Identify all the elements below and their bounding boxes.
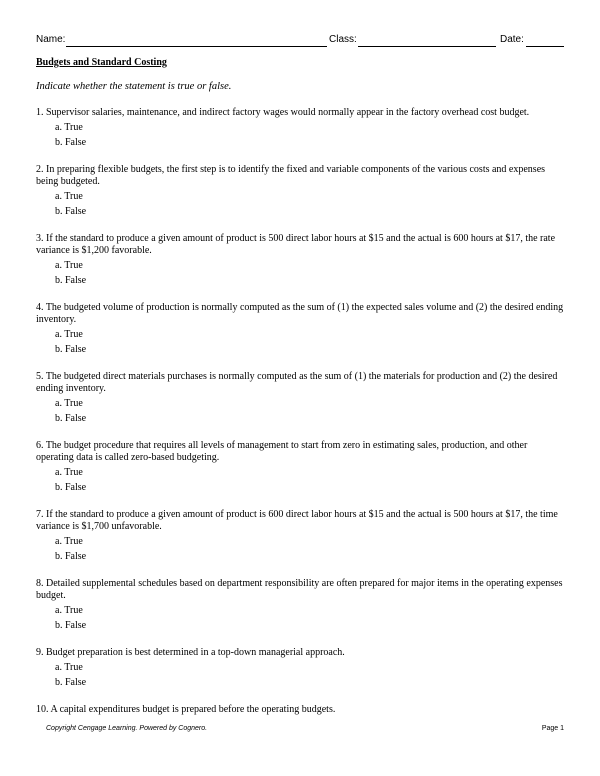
question-text: 5. The budgeted direct materials purchases is normally computed as the sum of (1) the materials for production and (2) the desired ending inventory. bbox=[36, 371, 558, 394]
option-true[interactable]: a. True bbox=[55, 260, 83, 271]
option-true[interactable]: a. True bbox=[55, 122, 83, 133]
page-number: Page 1 bbox=[541, 725, 564, 732]
question-text: 8. Detailed supplemental schedules based on department responsibility are often prepared for major items in the operating expenses budget. bbox=[36, 578, 563, 601]
document-body bbox=[36, 57, 566, 731]
question-4 bbox=[36, 302, 566, 356]
question-text: 10. A capital expenditures budget is prepared before the operating budgets. bbox=[36, 704, 336, 715]
option-false[interactable]: b. False bbox=[55, 344, 87, 355]
option-false[interactable]: b. False bbox=[55, 413, 87, 424]
copyright-text: Copyright Cengage Learning. Powered by Cognero. bbox=[46, 725, 208, 732]
question-6 bbox=[36, 440, 566, 494]
question-text: 6. The budget procedure that requires all levels of management to start from zero in estimating sales, production, and other operating data is called zero-based budgeting. bbox=[36, 440, 528, 463]
section-title: Budgets and Standard Costing bbox=[36, 57, 167, 68]
class-label: Class: bbox=[329, 34, 357, 45]
question-text: 7. If the standard to produce a given amount of product is 600 direct labor hours at $15 and the actual is 500 hours at $17, the time variance is $1,700 unfavorable. bbox=[36, 509, 558, 532]
option-true[interactable]: a. True bbox=[55, 191, 83, 202]
question-5 bbox=[36, 371, 566, 425]
question-3 bbox=[36, 233, 566, 287]
instructions: Indicate whether the statement is true or false. bbox=[36, 81, 232, 92]
option-false[interactable]: b. False bbox=[55, 620, 87, 631]
question-10 bbox=[36, 704, 566, 716]
option-false[interactable]: b. False bbox=[55, 551, 87, 562]
option-true[interactable]: a. True bbox=[55, 467, 83, 478]
option-true[interactable]: a. True bbox=[55, 329, 83, 340]
question-9 bbox=[36, 647, 566, 689]
option-false[interactable]: b. False bbox=[55, 275, 87, 286]
question-text: 2. In preparing flexible budgets, the first step is to identify the fixed and variable components of the various costs and expenses being budgeted. bbox=[36, 164, 546, 187]
header bbox=[36, 34, 564, 48]
date-field[interactable] bbox=[526, 46, 564, 47]
option-false[interactable]: b. False bbox=[55, 677, 87, 688]
option-true[interactable]: a. True bbox=[55, 605, 83, 616]
question-text: 9. Budget preparation is best determined in a top-down managerial approach. bbox=[36, 647, 345, 658]
question-7 bbox=[36, 509, 566, 563]
class-field[interactable] bbox=[358, 46, 496, 47]
option-false[interactable]: b. False bbox=[55, 206, 87, 217]
question-2 bbox=[36, 164, 566, 218]
question-text: 3. If the standard to produce a given amount of product is 500 direct labor hours at $15 and the actual is 600 hours at $17, the rate variance is $1,200 favorable. bbox=[36, 233, 556, 256]
question-text: 4. The budgeted volume of production is normally computed as the sum of (1) the expected sales volume and (2) the desired ending inventory. bbox=[36, 302, 564, 325]
footer bbox=[36, 724, 564, 736]
name-field[interactable] bbox=[66, 46, 327, 47]
question-8 bbox=[36, 578, 566, 632]
question-1 bbox=[36, 107, 566, 149]
option-true[interactable]: a. True bbox=[55, 398, 83, 409]
option-true[interactable]: a. True bbox=[55, 536, 83, 547]
date-label: Date: bbox=[500, 34, 524, 45]
question-text: 1. Supervisor salaries, maintenance, and indirect factory wages would normally appear in the factory overhead cost budget. bbox=[36, 107, 530, 118]
name-label: Name: bbox=[36, 34, 66, 45]
option-true[interactable]: a. True bbox=[55, 662, 83, 673]
option-false[interactable]: b. False bbox=[55, 482, 87, 493]
option-false[interactable]: b. False bbox=[55, 137, 87, 148]
